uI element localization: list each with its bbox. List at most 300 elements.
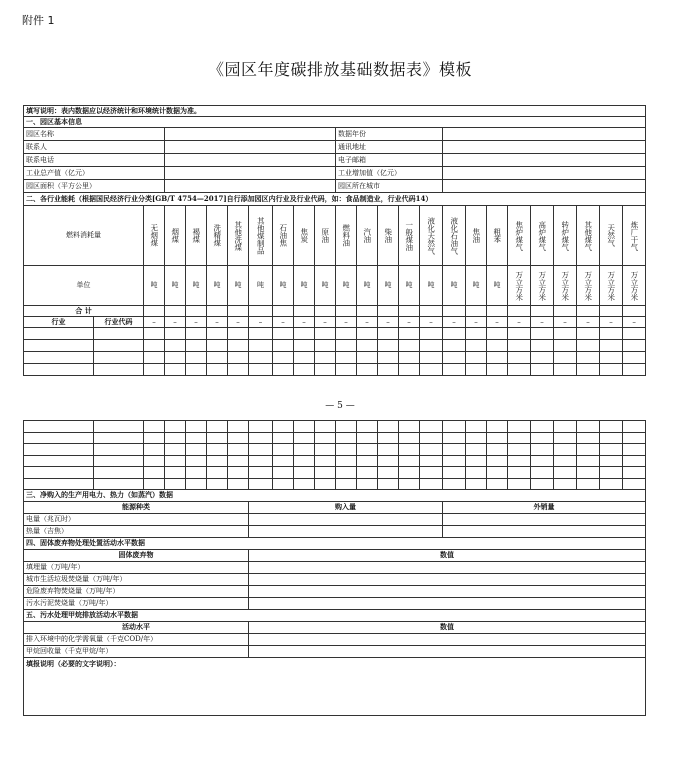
value-input[interactable] — [443, 526, 646, 538]
field-value[interactable] — [165, 141, 336, 154]
field-value[interactable] — [443, 167, 646, 180]
industry-code-input[interactable] — [94, 340, 144, 352]
total-cell[interactable] — [249, 306, 273, 317]
data-cell[interactable] — [623, 364, 646, 376]
data-cell[interactable] — [207, 455, 228, 467]
data-cell[interactable] — [399, 421, 420, 433]
data-cell[interactable] — [165, 432, 186, 444]
data-cell[interactable] — [420, 340, 443, 352]
data-cell[interactable] — [399, 364, 420, 376]
data-cell[interactable] — [577, 421, 600, 433]
data-cell[interactable] — [600, 467, 623, 479]
data-cell[interactable] — [207, 328, 228, 340]
data-cell[interactable] — [466, 455, 487, 467]
data-cell[interactable] — [600, 455, 623, 467]
data-cell[interactable] — [466, 328, 487, 340]
data-cell[interactable] — [336, 478, 357, 490]
data-cell[interactable] — [186, 432, 207, 444]
field-value[interactable] — [443, 180, 646, 193]
data-cell[interactable] — [357, 432, 378, 444]
data-cell[interactable] — [249, 467, 273, 479]
data-cell[interactable] — [228, 352, 249, 364]
data-cell[interactable] — [420, 352, 443, 364]
data-cell[interactable] — [577, 340, 600, 352]
data-cell[interactable] — [336, 432, 357, 444]
data-cell[interactable] — [531, 328, 554, 340]
data-cell[interactable] — [531, 340, 554, 352]
data-cell[interactable] — [443, 478, 466, 490]
data-cell[interactable] — [228, 364, 249, 376]
data-cell[interactable] — [443, 352, 466, 364]
data-cell[interactable] — [487, 467, 508, 479]
data-cell[interactable] — [249, 478, 273, 490]
data-cell[interactable] — [357, 444, 378, 456]
data-cell[interactable] — [420, 455, 443, 467]
industry-input[interactable] — [24, 444, 94, 456]
value-input[interactable] — [249, 646, 646, 658]
data-cell[interactable] — [443, 340, 466, 352]
total-cell[interactable] — [508, 306, 531, 317]
fuel-header — [378, 206, 399, 266]
data-cell[interactable] — [600, 478, 623, 490]
data-cell[interactable] — [623, 328, 646, 340]
data-cell[interactable] — [186, 352, 207, 364]
data-cell[interactable] — [294, 340, 315, 352]
data-cell[interactable] — [273, 421, 294, 433]
data-cell[interactable] — [357, 328, 378, 340]
industry-input[interactable] — [24, 421, 94, 433]
data-cell[interactable] — [357, 455, 378, 467]
data-cell[interactable] — [249, 328, 273, 340]
data-cell[interactable] — [623, 478, 646, 490]
field-value[interactable] — [165, 167, 336, 180]
data-cell[interactable] — [144, 340, 165, 352]
data-cell[interactable] — [508, 455, 531, 467]
data-cell[interactable] — [336, 467, 357, 479]
data-cell[interactable] — [186, 478, 207, 490]
data-cell[interactable] — [165, 340, 186, 352]
data-cell[interactable] — [144, 432, 165, 444]
data-cell[interactable] — [165, 421, 186, 433]
data-cell[interactable] — [315, 352, 336, 364]
data-cell[interactable] — [466, 432, 487, 444]
data-cell[interactable] — [228, 432, 249, 444]
data-cell[interactable] — [577, 352, 600, 364]
field-value[interactable] — [165, 128, 336, 141]
data-cell[interactable] — [508, 352, 531, 364]
industry-input[interactable] — [24, 478, 94, 490]
data-cell[interactable] — [577, 364, 600, 376]
data-cell[interactable] — [315, 455, 336, 467]
fuel-header — [357, 206, 378, 266]
data-cell[interactable] — [420, 328, 443, 340]
data-cell[interactable] — [487, 478, 508, 490]
industry-input[interactable] — [24, 432, 94, 444]
total-cell[interactable] — [577, 306, 600, 317]
data-cell[interactable] — [207, 444, 228, 456]
field-value[interactable] — [443, 128, 646, 141]
data-cell[interactable] — [531, 421, 554, 433]
data-cell[interactable] — [228, 478, 249, 490]
data-cell[interactable] — [466, 444, 487, 456]
data-cell[interactable] — [399, 467, 420, 479]
data-cell[interactable] — [207, 478, 228, 490]
data-cell[interactable] — [577, 455, 600, 467]
data-cell[interactable] — [508, 328, 531, 340]
data-cell[interactable] — [378, 455, 399, 467]
data-cell[interactable] — [165, 364, 186, 376]
data-cell[interactable] — [165, 478, 186, 490]
data-cell[interactable] — [249, 455, 273, 467]
total-cell[interactable] — [186, 306, 207, 317]
data-cell[interactable] — [554, 478, 577, 490]
unit-value: 万立方米 — [583, 270, 593, 301]
total-cell[interactable] — [399, 306, 420, 317]
data-cell[interactable] — [577, 432, 600, 444]
total-cell[interactable] — [420, 306, 443, 317]
data-cell[interactable] — [315, 340, 336, 352]
data-cell[interactable] — [399, 340, 420, 352]
data-cell[interactable] — [294, 432, 315, 444]
data-cell[interactable] — [315, 467, 336, 479]
data-cell[interactable] — [228, 328, 249, 340]
data-cell[interactable] — [273, 340, 294, 352]
data-cell[interactable] — [466, 421, 487, 433]
data-cell[interactable] — [623, 432, 646, 444]
data-cell[interactable] — [420, 432, 443, 444]
data-cell[interactable] — [144, 478, 165, 490]
fuel-name: 原油 — [320, 228, 330, 243]
data-cell[interactable] — [487, 444, 508, 456]
fill-explanation[interactable]: 填报说明（必要的文字说明）： — [24, 658, 646, 716]
data-cell[interactable] — [420, 444, 443, 456]
data-cell[interactable] — [249, 421, 273, 433]
total-cell[interactable] — [207, 306, 228, 317]
total-cell[interactable] — [623, 306, 646, 317]
data-cell[interactable] — [508, 467, 531, 479]
data-cell[interactable] — [600, 444, 623, 456]
data-cell[interactable] — [186, 444, 207, 456]
field-value[interactable] — [443, 154, 646, 167]
data-cell[interactable] — [420, 364, 443, 376]
data-cell[interactable] — [144, 352, 165, 364]
total-cell[interactable] — [443, 306, 466, 317]
fuel-name: 焦炉煤气 — [514, 220, 524, 251]
data-cell[interactable] — [420, 467, 443, 479]
data-cell[interactable] — [378, 432, 399, 444]
data-cell[interactable] — [249, 352, 273, 364]
total-cell[interactable] — [357, 306, 378, 317]
data-cell[interactable] — [294, 364, 315, 376]
data-cell[interactable] — [336, 364, 357, 376]
data-cell[interactable] — [623, 455, 646, 467]
data-cell[interactable] — [294, 467, 315, 479]
data-cell[interactable] — [508, 478, 531, 490]
data-cell[interactable] — [357, 421, 378, 433]
data-cell[interactable] — [600, 352, 623, 364]
value-input[interactable] — [249, 634, 646, 646]
data-cell[interactable] — [336, 455, 357, 467]
data-cell[interactable] — [443, 364, 466, 376]
total-cell[interactable] — [336, 306, 357, 317]
data-cell[interactable] — [294, 328, 315, 340]
data-cell[interactable] — [554, 328, 577, 340]
data-cell[interactable] — [554, 352, 577, 364]
industry-code-input[interactable] — [94, 421, 144, 433]
data-cell[interactable] — [623, 352, 646, 364]
data-cell[interactable] — [399, 328, 420, 340]
data-cell[interactable] — [399, 444, 420, 456]
data-cell[interactable] — [294, 444, 315, 456]
data-cell[interactable] — [623, 340, 646, 352]
data-cell[interactable] — [273, 328, 294, 340]
data-cell[interactable] — [336, 340, 357, 352]
industry-code-input[interactable] — [94, 432, 144, 444]
value-input[interactable] — [249, 514, 443, 526]
data-cell[interactable] — [600, 432, 623, 444]
data-cell[interactable] — [186, 328, 207, 340]
data-cell[interactable] — [466, 467, 487, 479]
data-cell[interactable] — [531, 352, 554, 364]
data-cell[interactable] — [165, 455, 186, 467]
field-value[interactable] — [165, 180, 336, 193]
data-cell[interactable] — [336, 444, 357, 456]
value-input[interactable] — [249, 586, 646, 598]
data-cell[interactable] — [357, 364, 378, 376]
industry-code-input[interactable] — [94, 478, 144, 490]
data-cell[interactable] — [249, 444, 273, 456]
data-cell[interactable] — [487, 328, 508, 340]
data-cell[interactable] — [378, 478, 399, 490]
industry-code-input[interactable] — [94, 328, 144, 340]
data-cell[interactable] — [466, 364, 487, 376]
data-cell[interactable] — [294, 421, 315, 433]
data-cell[interactable] — [466, 478, 487, 490]
data-cell[interactable] — [554, 340, 577, 352]
data-cell[interactable] — [207, 432, 228, 444]
data-cell[interactable] — [249, 432, 273, 444]
data-cell[interactable] — [144, 364, 165, 376]
data-cell[interactable] — [315, 364, 336, 376]
data-cell[interactable] — [531, 364, 554, 376]
data-cell[interactable] — [228, 444, 249, 456]
data-cell[interactable] — [186, 467, 207, 479]
data-cell[interactable] — [294, 478, 315, 490]
data-cell[interactable] — [228, 455, 249, 467]
data-cell[interactable] — [228, 467, 249, 479]
industry-input[interactable] — [24, 455, 94, 467]
data-cell[interactable] — [443, 432, 466, 444]
data-cell[interactable] — [420, 478, 443, 490]
data-cell[interactable] — [336, 421, 357, 433]
data-cell[interactable] — [508, 444, 531, 456]
data-cell[interactable] — [399, 432, 420, 444]
data-cell[interactable] — [273, 432, 294, 444]
data-cell[interactable] — [228, 340, 249, 352]
data-cell[interactable] — [531, 467, 554, 479]
value-input[interactable] — [249, 598, 646, 610]
data-cell[interactable] — [531, 455, 554, 467]
data-cell[interactable] — [378, 444, 399, 456]
data-cell[interactable] — [443, 467, 466, 479]
total-cell[interactable] — [294, 306, 315, 317]
data-cell[interactable] — [144, 328, 165, 340]
data-cell[interactable] — [466, 340, 487, 352]
industry-input[interactable] — [24, 467, 94, 479]
data-cell[interactable] — [554, 421, 577, 433]
data-cell[interactable] — [378, 421, 399, 433]
data-cell[interactable] — [144, 444, 165, 456]
data-cell[interactable] — [378, 364, 399, 376]
industry-code-input[interactable] — [94, 455, 144, 467]
total-cell[interactable] — [144, 306, 165, 317]
data-cell[interactable] — [443, 455, 466, 467]
data-cell[interactable] — [399, 478, 420, 490]
data-cell[interactable] — [336, 328, 357, 340]
data-cell[interactable] — [228, 421, 249, 433]
data-cell[interactable] — [600, 421, 623, 433]
data-cell[interactable] — [249, 364, 273, 376]
total-cell[interactable] — [273, 306, 294, 317]
data-cell[interactable] — [357, 340, 378, 352]
data-cell[interactable] — [207, 421, 228, 433]
data-cell[interactable] — [600, 364, 623, 376]
data-cell[interactable] — [443, 421, 466, 433]
data-cell[interactable] — [378, 352, 399, 364]
data-cell[interactable] — [420, 421, 443, 433]
data-cell[interactable] — [623, 467, 646, 479]
industry-input[interactable] — [24, 328, 94, 340]
industry-code-input[interactable] — [94, 467, 144, 479]
data-cell[interactable] — [144, 467, 165, 479]
data-cell[interactable] — [186, 421, 207, 433]
data-cell[interactable] — [357, 478, 378, 490]
value-input[interactable] — [249, 526, 443, 538]
data-cell[interactable] — [207, 364, 228, 376]
data-cell[interactable] — [273, 444, 294, 456]
data-cell[interactable] — [315, 478, 336, 490]
data-cell[interactable] — [315, 444, 336, 456]
data-cell[interactable] — [399, 352, 420, 364]
data-cell[interactable] — [577, 328, 600, 340]
data-cell[interactable] — [399, 455, 420, 467]
data-cell[interactable] — [357, 352, 378, 364]
data-cell[interactable] — [487, 421, 508, 433]
data-cell[interactable] — [600, 340, 623, 352]
data-cell[interactable] — [487, 455, 508, 467]
data-cell[interactable] — [273, 478, 294, 490]
data-cell[interactable] — [249, 340, 273, 352]
section-heading: 五、污水处理甲烷排放活动水平数据 — [24, 610, 646, 622]
total-cell[interactable] — [228, 306, 249, 317]
data-cell[interactable] — [600, 328, 623, 340]
data-cell[interactable] — [487, 364, 508, 376]
data-cell[interactable] — [273, 352, 294, 364]
field-value[interactable] — [443, 141, 646, 154]
total-cell[interactable] — [378, 306, 399, 317]
data-cell[interactable] — [508, 340, 531, 352]
data-cell[interactable] — [554, 432, 577, 444]
data-cell[interactable] — [443, 328, 466, 340]
data-cell[interactable] — [487, 352, 508, 364]
data-cell[interactable] — [315, 421, 336, 433]
industry-input[interactable] — [24, 340, 94, 352]
data-cell[interactable] — [466, 352, 487, 364]
data-cell[interactable] — [165, 467, 186, 479]
data-cell[interactable] — [165, 328, 186, 340]
total-cell[interactable] — [315, 306, 336, 317]
data-cell[interactable] — [165, 352, 186, 364]
data-cell[interactable] — [554, 455, 577, 467]
data-cell[interactable] — [378, 340, 399, 352]
data-cell[interactable] — [378, 328, 399, 340]
data-cell[interactable] — [207, 352, 228, 364]
data-cell[interactable] — [144, 421, 165, 433]
data-cell[interactable] — [315, 328, 336, 340]
industry-input[interactable] — [24, 352, 94, 364]
data-cell[interactable] — [554, 364, 577, 376]
data-cell[interactable] — [577, 444, 600, 456]
data-cell[interactable] — [531, 432, 554, 444]
industry-code-input[interactable] — [94, 444, 144, 456]
data-cell[interactable] — [443, 444, 466, 456]
total-cell[interactable] — [487, 306, 508, 317]
data-cell[interactable] — [336, 352, 357, 364]
data-cell[interactable] — [294, 455, 315, 467]
data-cell[interactable] — [577, 467, 600, 479]
data-cell[interactable] — [186, 364, 207, 376]
data-cell[interactable] — [487, 432, 508, 444]
data-cell[interactable] — [186, 340, 207, 352]
data-cell[interactable] — [487, 340, 508, 352]
industry-code-input[interactable] — [94, 352, 144, 364]
data-cell[interactable] — [294, 352, 315, 364]
data-cell[interactable] — [508, 432, 531, 444]
value-input[interactable] — [443, 514, 646, 526]
data-cell[interactable] — [273, 467, 294, 479]
data-cell[interactable] — [623, 421, 646, 433]
industry-code-input[interactable] — [94, 364, 144, 376]
data-cell[interactable] — [378, 467, 399, 479]
data-cell[interactable] — [531, 478, 554, 490]
total-cell[interactable] — [600, 306, 623, 317]
data-cell[interactable] — [554, 467, 577, 479]
value-input[interactable] — [249, 574, 646, 586]
data-cell[interactable] — [315, 432, 336, 444]
data-cell[interactable] — [273, 364, 294, 376]
total-cell[interactable] — [554, 306, 577, 317]
data-cell[interactable] — [531, 444, 554, 456]
data-cell[interactable] — [165, 444, 186, 456]
data-cell[interactable] — [273, 455, 294, 467]
total-cell[interactable] — [165, 306, 186, 317]
data-cell[interactable] — [144, 455, 165, 467]
data-cell[interactable] — [577, 478, 600, 490]
data-cell[interactable] — [207, 467, 228, 479]
field-value[interactable] — [165, 154, 336, 167]
industry-input[interactable] — [24, 364, 94, 376]
value-input[interactable] — [249, 562, 646, 574]
data-cell[interactable] — [207, 340, 228, 352]
data-cell[interactable] — [186, 455, 207, 467]
data-cell[interactable] — [554, 444, 577, 456]
data-cell[interactable] — [623, 444, 646, 456]
total-cell[interactable] — [531, 306, 554, 317]
data-cell[interactable] — [357, 467, 378, 479]
data-cell[interactable] — [508, 421, 531, 433]
total-cell[interactable] — [466, 306, 487, 317]
data-cell[interactable] — [508, 364, 531, 376]
